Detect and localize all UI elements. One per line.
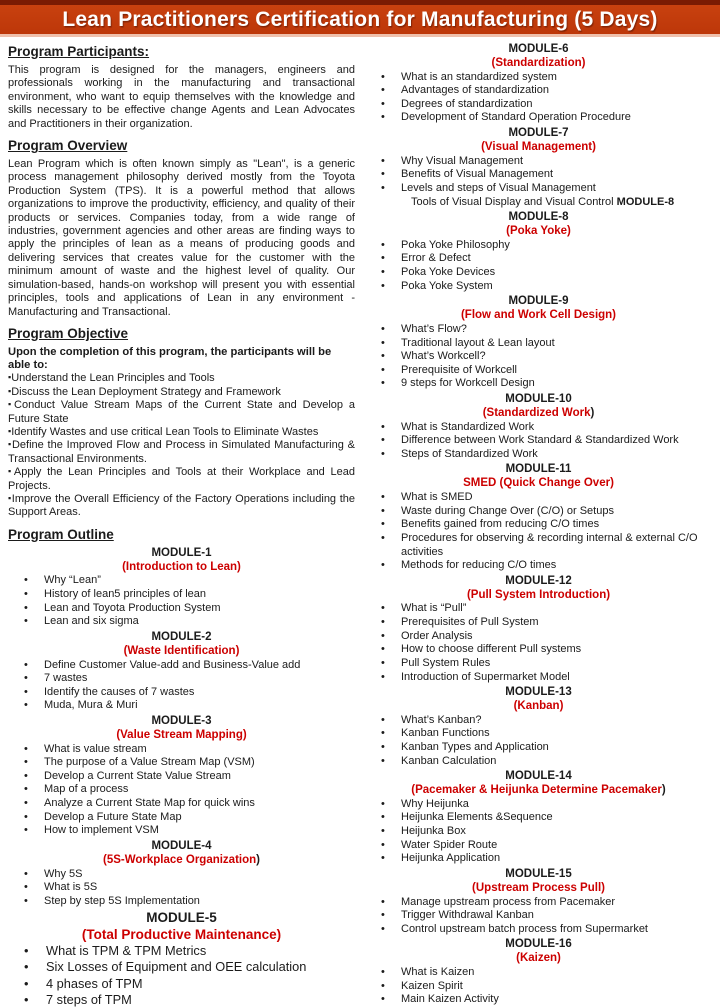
square-bullet-icon: ▪ xyxy=(8,466,14,477)
module-block-module-12 xyxy=(365,575,712,684)
module-subtitle-red: (Poka Yoke) xyxy=(506,224,571,237)
module-subtitle-tail: ) xyxy=(661,784,666,797)
module-topic: • What is value stream xyxy=(8,743,355,757)
module-topic: • Identify the causes of 7 wastes xyxy=(8,686,355,700)
module-subtitle xyxy=(8,854,355,868)
module-topic: • Why 5S xyxy=(8,868,355,882)
module-subtitle-red: (Value Stream Mapping) xyxy=(116,728,247,741)
module-topic: • 7 steps of TPM xyxy=(8,992,355,1008)
module-topic: • Why “Lean” xyxy=(8,574,355,588)
module-topic: • Muda, Mura & Muri xyxy=(8,699,355,713)
module-name: MODULE-14 xyxy=(505,770,572,783)
module-subtitle-red: (Visual Management) xyxy=(481,140,596,153)
square-bullet-icon: ▪ xyxy=(8,372,12,383)
module-topic: • Levels and steps of Visual Management xyxy=(365,182,712,196)
module-topic: • Procedures for observing & recording internal & external C/O activities xyxy=(365,532,712,559)
module-subtitle xyxy=(365,477,712,491)
module-topic: • Define Customer Value-add and Business-Value add xyxy=(8,659,355,673)
module-name: MODULE-8 xyxy=(508,211,569,224)
module-subtitle xyxy=(365,882,712,896)
module-topic-list xyxy=(365,239,712,294)
module-subtitle-red: (Standardization) xyxy=(491,56,586,69)
module-topic: • How to implement VSM xyxy=(8,824,355,838)
module-topic: • Waste during Change Over (C/O) or Setups xyxy=(365,505,712,519)
module-block-module-9 xyxy=(365,295,712,391)
objective-item: ▪Conduct Value Stream Maps of the Current State and Develop a Future State xyxy=(8,399,355,425)
module-topic: • Introduction of Supermarket Model xyxy=(365,671,712,685)
module-topic: • Develop a Future State Map xyxy=(8,811,355,825)
module-subtitle-red: (Kaizen) xyxy=(516,952,561,965)
section-heading-objective: Program Objective xyxy=(8,325,129,341)
module-subtitle xyxy=(365,407,712,421)
module-extra-line: Tools of Visual Display and Visual Control MODULE-8 xyxy=(411,195,675,208)
module-name: MODULE-4 xyxy=(151,839,212,852)
module-topic: • Kaizen Spirit xyxy=(365,980,712,994)
module-subtitle-red: (Kanban) xyxy=(513,699,564,712)
module-subtitle xyxy=(365,57,712,71)
module-topic: • Development of Standard Operation Procedure xyxy=(365,111,712,125)
square-bullet-icon: ▪ xyxy=(8,439,12,450)
module-subtitle xyxy=(365,309,712,323)
module-subtitle xyxy=(365,784,712,798)
module-topic: • Step by step 5S Implementation xyxy=(8,895,355,909)
outline-modules-left xyxy=(8,547,355,1008)
module-subtitle xyxy=(8,645,355,659)
module-block-module-3 xyxy=(8,715,355,838)
module-topic: • Benefits of Visual Management xyxy=(365,168,712,182)
module-block-module-15 xyxy=(365,868,712,936)
module-topic: • Poka Yoke Devices xyxy=(365,266,712,280)
left-column xyxy=(8,41,355,1008)
module-subtitle-red: (Pacemaker & Heijunka Determine Pacemaker xyxy=(411,784,662,797)
module-subtitle xyxy=(365,225,712,239)
module-topic: • Heijunka Box xyxy=(365,825,712,839)
module-subtitle-red: (Pull System Introduction) xyxy=(466,588,611,601)
page-body xyxy=(0,37,720,1008)
objective-item: ▪Improve the Overall Efficiency of the Factory Operations including the Support Areas. xyxy=(8,493,355,519)
module-block-module-5 xyxy=(8,910,355,1008)
objective-item: ▪Understand the Lean Principles and Tools xyxy=(8,372,215,385)
module-topic: • Order Analysis xyxy=(365,630,712,644)
module-topic: • 4 phases of TPM xyxy=(8,976,355,992)
module-topic-list xyxy=(365,421,712,462)
objective-intro: Upon the completion of this program, the participants will be able to: xyxy=(8,345,332,372)
module-topic: • 7 wastes xyxy=(8,672,355,686)
module-topic: • Poka Yoke Philosophy xyxy=(365,239,712,253)
square-bullet-icon: ▪ xyxy=(8,425,12,436)
module-name: MODULE-13 xyxy=(505,686,572,699)
module-topic: • Prerequisite of Workcell xyxy=(365,364,712,378)
module-block-module-16 xyxy=(365,938,712,1006)
module-block-module-10 xyxy=(365,393,712,461)
outline-modules-right xyxy=(365,43,712,1007)
module-name: MODULE-15 xyxy=(505,867,572,880)
module-subtitle-red: (5S-Workplace Organization xyxy=(103,853,257,866)
square-bullet-icon: ▪ xyxy=(8,385,12,396)
module-topic: • Steps of Standardized Work xyxy=(365,448,712,462)
module-topic: • What is TPM & TPM Metrics xyxy=(8,943,355,959)
module-topic: • Manage upstream process from Pacemaker xyxy=(365,896,712,910)
module-subtitle xyxy=(365,952,712,966)
module-name: MODULE-16 xyxy=(505,938,572,951)
objective-list xyxy=(8,372,355,519)
module-topic-list xyxy=(365,491,712,573)
module-topic: • Why Heijunka xyxy=(365,798,712,812)
section-heading-participants: Program Participants: xyxy=(8,44,150,59)
module-block-module-2 xyxy=(8,631,355,713)
module-block-module-1 xyxy=(8,547,355,629)
module-topic: • What is 5S xyxy=(8,881,355,895)
module-topic: • Water Spider Route xyxy=(365,839,712,853)
module-topic-list xyxy=(8,868,355,909)
module-topic-list xyxy=(365,798,712,866)
module-topic: • History of lean5 principles of lean xyxy=(8,588,355,602)
module-block-module-14 xyxy=(365,770,712,866)
module-block-module-6 xyxy=(365,43,712,125)
objective-item: ▪Identify Wastes and use critical Lean Tools to Eliminate Wastes xyxy=(8,425,319,438)
module-topic: • What is SMED xyxy=(365,491,712,505)
module-subtitle xyxy=(8,561,355,575)
module-subtitle-red: (Total Productive Maintenance) xyxy=(81,926,282,942)
module-topic: • Methods for reducing C/O times xyxy=(365,559,712,573)
module-name: MODULE-6 xyxy=(508,43,569,55)
right-column xyxy=(365,41,712,1008)
module-subtitle-red: (Waste Identification) xyxy=(123,644,240,657)
module-subtitle-tail: ) xyxy=(256,853,260,866)
module-topic: • Kanban Calculation xyxy=(365,755,712,769)
square-bullet-icon: ▪ xyxy=(8,399,15,410)
module-topic: • What’s Flow? xyxy=(365,323,712,337)
module-topic: • Poka Yoke System xyxy=(365,280,712,294)
module-name: MODULE-9 xyxy=(508,295,569,308)
module-subtitle-red: (Standardized Work xyxy=(482,406,591,419)
module-topic: • Map of a process xyxy=(8,783,355,797)
module-topic: • Kanban Types and Application xyxy=(365,741,712,755)
module-topic: • Trigger Withdrawal Kanban xyxy=(365,909,712,923)
module-name: MODULE-10 xyxy=(505,393,572,405)
module-block-module-11 xyxy=(365,463,712,572)
module-topic: • Lean and Toyota Production System xyxy=(8,602,355,616)
module-subtitle xyxy=(365,141,712,155)
module-topic: • Analyze a Current State Map for quick wins xyxy=(8,797,355,811)
module-topic-list xyxy=(8,943,355,1008)
module-block-module-8 xyxy=(365,211,712,293)
module-topic-list xyxy=(365,71,712,126)
module-subtitle xyxy=(8,927,355,943)
module-topic: • How to choose different Pull systems xyxy=(365,643,712,657)
module-topic: • Pull System Rules xyxy=(365,657,712,671)
module-topic: • Advantages of standardization xyxy=(365,84,712,98)
module-topic: • Prerequisites of Pull System xyxy=(365,616,712,630)
module-block-module-4 xyxy=(8,840,355,908)
module-topic: • Traditional layout & Lean layout xyxy=(365,337,712,351)
module-topic-list xyxy=(8,659,355,714)
module-subtitle-red: (Flow and Work Cell Design) xyxy=(460,309,617,322)
module-topic: • What’s Workcell? xyxy=(365,350,712,364)
overview-paragraph: Lean Program which is often known simply as "Lean", is a generic process management philosophy derived mostly from the Toyota Production System (TPS). It is a powerful method that allows organizations to improve the productivity, efficiency, and quality of their products or services. Companies today, from a wide range of industries, government agencies and other areas are finding ways to apply the principles of lean as a means of producing goods and delivering services that creates value for the customer with the minimum amount of waste and the highest level of quality. Our simulation-based, hands-on workshop will present you with essential principles, tools and applications of Lean in any environment - Manufacturing and Transactional. xyxy=(8,158,355,318)
module-topic: • Why Visual Management xyxy=(365,155,712,169)
module-topic: • Benefits gained from reducing C/O times xyxy=(365,518,712,532)
square-bullet-icon: ▪ xyxy=(8,493,12,503)
module-block-module-7 xyxy=(365,127,712,209)
objective-item: ▪Apply the Lean Principles and Tools at their Workplace and Lead Projects. xyxy=(8,466,355,492)
module-subtitle-red: SMED (Quick Change Over) xyxy=(463,477,614,490)
module-subtitle-red: (Introduction to Lean) xyxy=(122,560,241,573)
module-name: MODULE-2 xyxy=(151,630,212,643)
module-name: MODULE-1 xyxy=(151,546,212,559)
module-topic: • Six Losses of Equipment and OEE calculation xyxy=(8,959,355,975)
module-name: MODULE-7 xyxy=(508,127,569,140)
module-topic-list xyxy=(365,323,712,391)
module-topic: • Kanban Functions xyxy=(365,727,712,741)
section-heading-outline: Program Outline xyxy=(8,526,114,542)
participants-paragraph: This program is designed for the managers, engineers and professionals working in the manufacturing and transactional environment, who want to equip themselves with the knowledge and skills necessary to be effective change Agents and Lean Advocates and Practitioners in their organization. xyxy=(8,64,355,130)
module-topic: • 9 steps for Workcell Design xyxy=(365,377,712,391)
module-topic: • What is an standardized system xyxy=(365,71,712,85)
module-topic-list xyxy=(365,966,712,1007)
module-topic: • Error & Defect xyxy=(365,252,712,266)
module-topic-list xyxy=(365,602,712,684)
objective-item: ▪Discuss the Lean Deployment Strategy and Framework xyxy=(8,385,281,398)
module-block-module-13 xyxy=(365,686,712,768)
module-topic: • What is “Pull” xyxy=(365,602,712,616)
page-title: Lean Practitioners Certification for Manufacturing (5 Days) xyxy=(62,7,658,31)
module-topic-list xyxy=(8,574,355,629)
module-extra-bold: MODULE-8 xyxy=(616,195,675,208)
module-topic: • The purpose of a Value Stream Map (VSM) xyxy=(8,756,355,770)
module-name: MODULE-11 xyxy=(505,463,572,476)
module-name: MODULE-5 xyxy=(146,910,217,926)
module-topic: • Control upstream batch process from Supermarket xyxy=(365,923,712,937)
objective-item: ▪Define the Improved Flow and Process in Simulated Manufacturing & Transactional Environments. xyxy=(8,439,355,465)
module-name: MODULE-3 xyxy=(151,715,212,727)
module-topic: • What is Kaizen xyxy=(365,966,712,980)
module-topic-list xyxy=(365,714,712,769)
module-subtitle-red: (Upstream Process Pull) xyxy=(472,881,605,894)
section-heading-overview: Program Overview xyxy=(8,138,128,154)
module-subtitle-tail: ) xyxy=(590,406,595,419)
module-topic: • What’s Kanban? xyxy=(365,714,712,728)
module-topic: • Develop a Current State Value Stream xyxy=(8,770,355,784)
module-topic: • Heijunka Application xyxy=(365,852,712,866)
module-topic-list xyxy=(365,896,712,937)
module-subtitle xyxy=(8,729,355,743)
module-subtitle xyxy=(365,589,712,603)
module-subtitle xyxy=(365,700,712,714)
module-topic-list xyxy=(8,743,355,838)
title-banner xyxy=(0,0,720,37)
module-topic: • Difference between Work Standard & Standardized Work xyxy=(365,434,712,448)
module-topic: • Lean and six sigma xyxy=(8,615,355,629)
module-topic-list xyxy=(365,155,712,196)
module-topic: • Main Kaizen Activity xyxy=(365,993,712,1007)
module-name: MODULE-12 xyxy=(505,574,572,587)
module-topic: • What is Standardized Work xyxy=(365,421,712,435)
module-topic: • Heijunka Elements &Sequence xyxy=(365,811,712,825)
module-topic: • Degrees of standardization xyxy=(365,98,712,112)
